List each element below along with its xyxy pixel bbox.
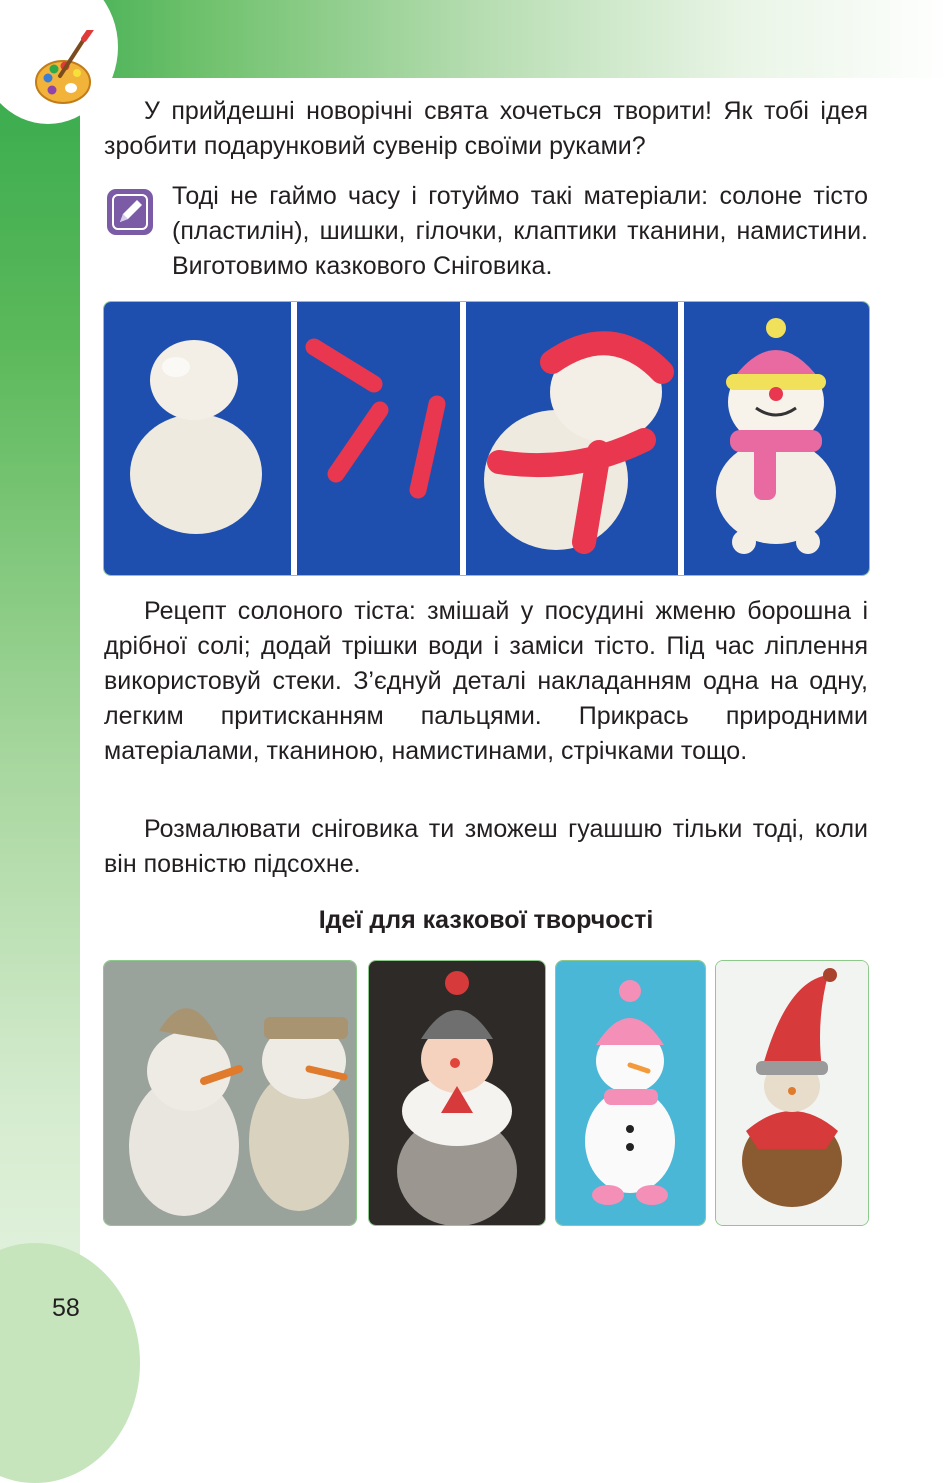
ideas-section-title: Ідеї для казкової творчості — [318, 906, 654, 934]
step-photo-1 — [104, 302, 291, 575]
idea-photo-pink-hat-snowman — [555, 960, 706, 1226]
idea-photo-pinecone-snowman — [368, 960, 546, 1226]
idea-photo-red-hat-pinecone-snowman — [715, 960, 869, 1226]
recipe-paragraph: Рецепт солоного тіста: змішай у посудині жменю борошна і дрібної солі; додай трішки води і заміси тісто. Під час ліплення використовуй стеки. З’єднуй деталі накладанням одна на одну, легким притисканням пальцями. Прикрась природними матеріалами, тканиною, намистинами, стрічками тощо. — [104, 597, 868, 765]
step-photo-3 — [466, 302, 678, 575]
page-number: 58 — [52, 1294, 80, 1322]
pencil-task-icon — [104, 186, 156, 238]
snowman-steps-photos — [103, 301, 870, 576]
step-photo-4 — [684, 302, 869, 575]
header-gradient-bar — [0, 0, 952, 78]
idea-photo-clay-snowmen — [103, 960, 357, 1226]
intro-paragraph: У прийдешні новорічні свята хочеться творити! Як тобі ідея зробити подарунковий сувенір своїми руками? — [104, 97, 868, 160]
painting-paragraph: Розмалювати сніговика ти зможеш гуашшю тільки тоді, коли він повністю підсохне. — [104, 815, 868, 878]
step-photo-2 — [297, 302, 460, 575]
page-number-badge — [0, 1243, 140, 1483]
materials-paragraph: Тоді не гаймо часу і готуймо такі матеріали: солоне тісто (пластилін), шишки, гілочки, клаптики тканини, намистини. Виготовимо казкового Сніговика. — [172, 182, 868, 280]
palette-brush-icon — [30, 30, 100, 110]
side-gradient-bar — [0, 0, 80, 1394]
